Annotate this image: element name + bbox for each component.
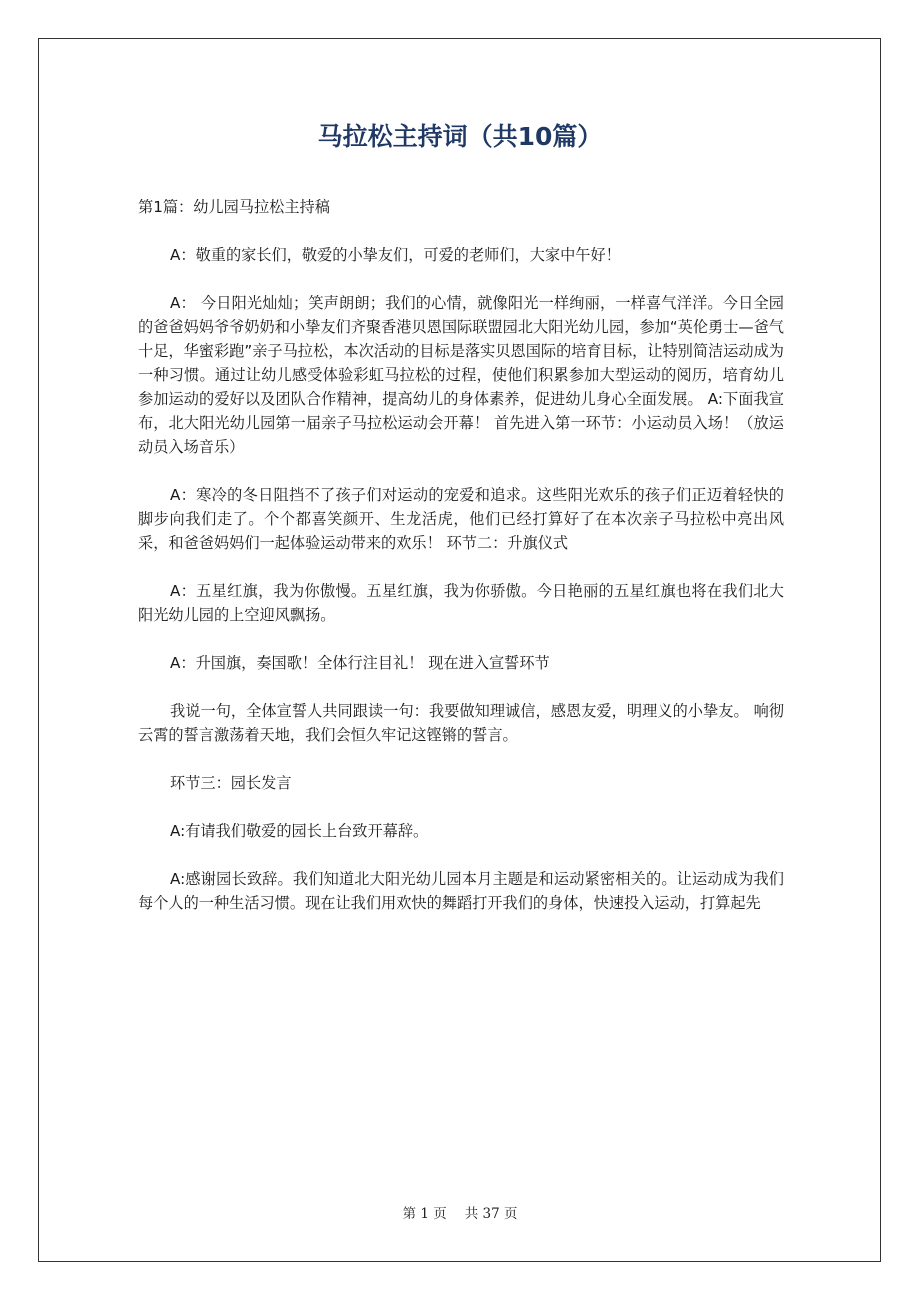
section-heading: 第1篇：幼儿园马拉松主持稿: [138, 198, 330, 216]
paragraph: 环节三：园长发言: [170, 774, 292, 792]
paragraph: A： 今日阳光灿灿；笑声朗朗；我们的心情，就像阳光一样绚丽，一样喜气洋洋。今日全园的爸爸妈妈爷爷奶奶和小挚友们齐聚香港贝恩国际联盟园北大阳光幼儿园，参加“英伦勇士—爸气十足，华蜜彩跑”亲子马拉松，本次活动的目标是落实贝恩国际的培育目标，让特别简洁运动成为一种习惯。通过让幼儿感受体验彩虹马拉松的过程，使他们积累参加大型运动的阅历，培育幼儿参加运动的爱好以及团队合作精神，提高幼儿的身体素养，促进幼儿身心全面发展。 A:下面我宣布，北大阳光幼儿园第一届亲子马拉松运动会开幕！ 首先进入第一环节：小运动员入场！（放运动员入场音乐）: [138, 294, 784, 456]
page-total: 共 37 页: [464, 1206, 518, 1222]
paragraph: A：升国旗，奏国歌！全体行注目礼！ 现在进入宣誓环节: [170, 654, 550, 672]
paragraph: A:有请我们敬爱的园长上台致开幕辞。: [170, 822, 429, 840]
paragraph: A:感谢园长致辞。我们知道北大阳光幼儿园本月主题是和运动紧密相关的。让运动成为我们每个人的一种生活习惯。现在让我们用欢快的舞蹈打开我们的身体，快速投入运动，打算起先: [138, 870, 784, 912]
document-body: [138, 195, 784, 939]
page-footer: [0, 1204, 920, 1224]
paragraph: 我说一句，全体宣誓人共同跟读一句：我要做知理诚信，感恩友爱，明理义的小挚友。 响彻云霄的誓言激荡着天地，我们会恒久牢记这铿锵的誓言。: [138, 702, 784, 744]
paragraph: A：敬重的家长们，敬爱的小挚友们，可爱的老师们，大家中午好！: [170, 246, 621, 264]
document-title: 马拉松主持词（共10篇）: [317, 122, 603, 151]
paragraph: A：五星红旗，我为你傲慢。五星红旗，我为你骄傲。今日艳丽的五星红旗也将在我们北大阳光幼儿园的上空迎风飘扬。: [138, 582, 784, 624]
page-number: 第 1 页: [402, 1206, 447, 1222]
paragraph: A：寒冷的冬日阻挡不了孩子们对运动的宠爱和追求。这些阳光欢乐的孩子们正迈着轻快的脚步向我们走了。个个都喜笑颜开、生龙活虎，他们已经打算好了在本次亲子马拉松中亮出风采，和爸爸妈妈们一起体验运动带来的欢乐！ 环节二：升旗仪式: [138, 486, 784, 552]
